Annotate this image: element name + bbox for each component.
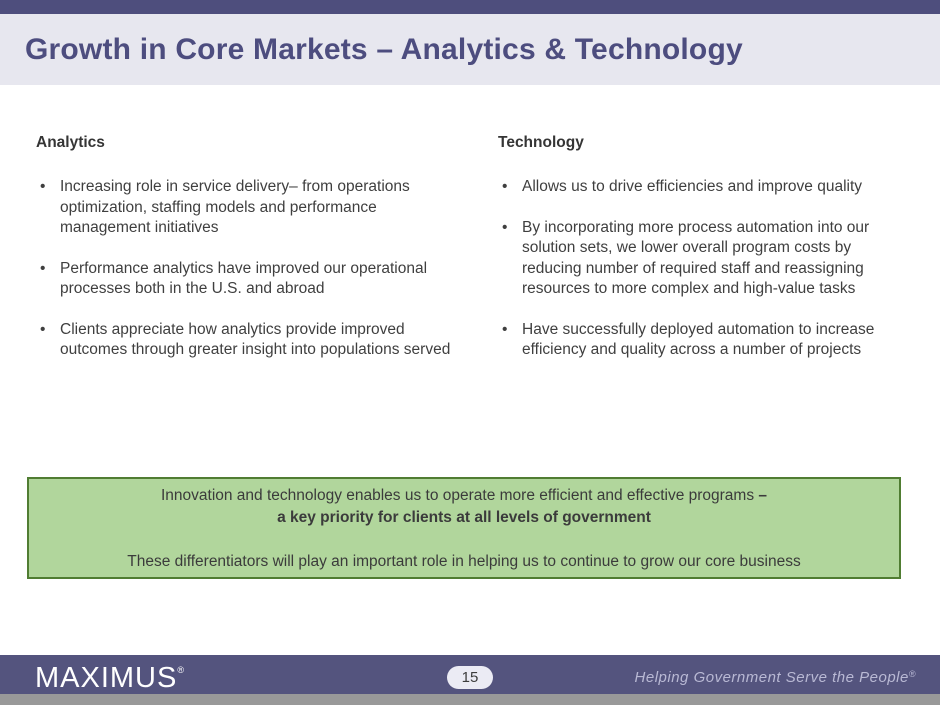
callout-spacer — [29, 529, 899, 551]
column-heading-analytics: Analytics — [36, 134, 105, 151]
bullet-marker: • — [40, 259, 46, 277]
page-title: Growth in Core Markets – Analytics & Technology — [25, 32, 743, 66]
callout-line-3: These differentiators will play an important role in helping us to continue to grow our core business — [127, 553, 801, 570]
callout-line-2: a key priority for clients at all levels of government — [277, 509, 651, 526]
page-number-badge: 15 — [447, 666, 493, 689]
slide-header — [0, 14, 940, 85]
column-analytics — [36, 134, 461, 381]
bullet-marker: • — [502, 218, 508, 236]
registered-mark: ® — [177, 665, 184, 675]
registered-mark: ® — [908, 669, 916, 679]
list-item — [498, 320, 912, 361]
content-columns — [36, 134, 912, 381]
bullet-marker: • — [502, 178, 508, 195]
bullet-text: Clients appreciate how analytics provide improved outcomes through greater insight into populations served — [60, 320, 451, 358]
footer-tagline — [635, 669, 916, 686]
column-heading-technology: Technology — [498, 134, 584, 151]
bullet-text: Increasing role in service delivery– from operations optimization, staffing models and performance management initiatives — [60, 178, 410, 236]
bullet-text: Have successfully deployed automation to increase efficiency and quality across a number of projects — [522, 320, 875, 358]
top-accent-bar — [0, 0, 940, 14]
highlight-callout-box — [27, 477, 901, 579]
footer-tagline-text: Helping Government Serve the People — [634, 669, 909, 686]
bullet-text: Allows us to drive efficiencies and improve quality — [522, 178, 863, 195]
list-item — [498, 218, 912, 300]
list-item — [498, 177, 912, 198]
bullet-marker: • — [40, 320, 46, 338]
callout-line-1 — [29, 485, 899, 507]
callout-line-1-text: Innovation and technology enables us to operate more efficient and effective programs — [160, 487, 759, 504]
bullet-text: By incorporating more process automation into our solution sets, we lower overall program costs by reducing number of required staff and reassigning resources to more complex and high-value tasks — [522, 218, 870, 297]
list-item — [36, 259, 461, 300]
bottom-gray-bar — [0, 694, 940, 705]
bullet-marker: • — [502, 320, 508, 338]
maximus-logo-text: MAXIMUS — [35, 662, 178, 694]
bullet-marker: • — [40, 178, 46, 195]
column-technology — [498, 134, 912, 381]
maximus-logo — [35, 662, 184, 695]
list-item — [36, 177, 461, 239]
bullet-text: Performance analytics have improved our operational processes both in the U.S. and abroad — [60, 259, 428, 297]
list-item — [36, 320, 461, 361]
callout-line-1-dash: – — [758, 487, 768, 504]
